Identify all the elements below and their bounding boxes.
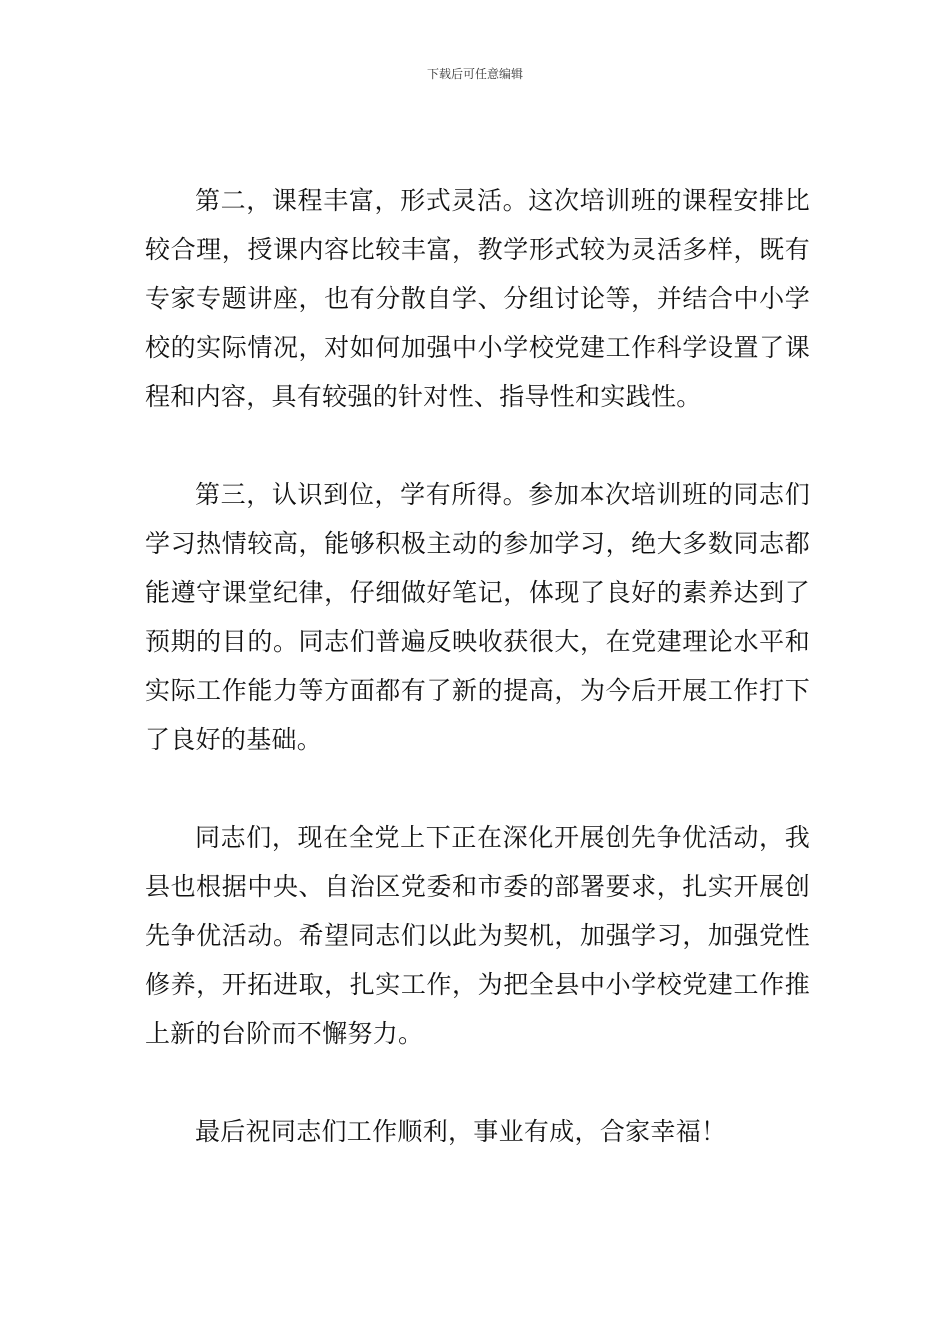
paragraph-closing-wishes: 最后祝同志们工作顺利，事业有成，合家幸福！ (195, 1117, 727, 1146)
page-header: 下载后可任意编辑 (426, 67, 523, 81)
document-body (145, 176, 810, 1156)
paragraph-call-to-action: 同志们，现在全党上下正在深化开展创先争优活动，我县也根据中央、自治区党委和市委的部署要求，扎实开展创先争优活动。希望同志们以此为契机，加强学习，加强党性修养，开拓进取，扎实工作，为把全县中小学校党建工作推上新的台阶而不懈努力。 (145, 823, 810, 1048)
paragraph-second-point: 第二，课程丰富，形式灵活。这次培训班的课程安排比较合理，授课内容比较丰富，教学形式较为灵活多样，既有专家专题讲座，也有分散自学、分组讨论等，并结合中小学校的实际情况，对如何加强中小学校党建工作科学设置了课程和内容，具有较强的针对性、指导性和实践性。 (145, 186, 810, 411)
paragraph-third-point: 第三，认识到位，学有所得。参加本次培训班的同志们学习热情较高，能够积极主动的参加学习，绝大多数同志都能遵守课堂纪律，仔细做好笔记，体现了良好的素养达到了预期的目的。同志们普遍反映收获很大，在党建理论水平和实际工作能力等方面都有了新的提高，为今后开展工作打下了良好的基础。 (145, 480, 810, 754)
